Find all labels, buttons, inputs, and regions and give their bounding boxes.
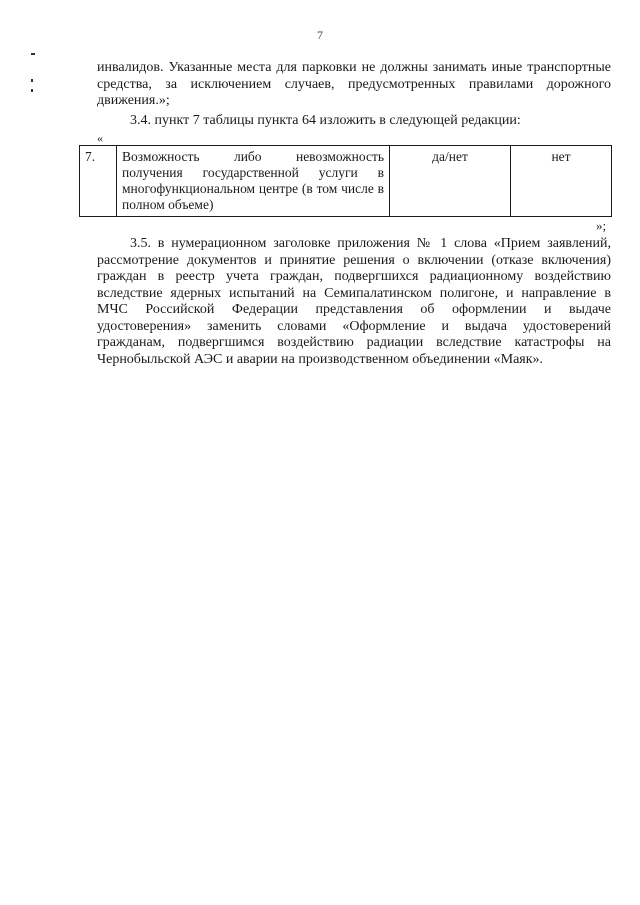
paragraph-item-3-5 bbox=[97, 236, 611, 368]
paragraph-line: удостоверения» заменить словами «Оформление и выдача удостоверений bbox=[97, 318, 611, 334]
paragraph-item-3-4: 3.4. пункт 7 таблицы пункта 64 изложить в следующей редакции: bbox=[130, 113, 521, 128]
amendment-table bbox=[79, 145, 612, 217]
paragraph-line: 3.5. в нумерационном заголовке приложения № 1 слова «Прием заявлений, bbox=[130, 236, 611, 251]
quote-open-mark: « bbox=[97, 131, 103, 145]
paragraph-line: вследствие ядерных испытаний на Семипалатинском полигоне, и направление в bbox=[97, 285, 611, 301]
table-cell-value-no: нет bbox=[511, 146, 612, 217]
scan-artifact-mark bbox=[31, 89, 33, 92]
page-number: 7 bbox=[317, 28, 323, 42]
quote-close-mark: »; bbox=[596, 218, 607, 233]
table-cell-description: Возможность либо невозможность получения государственной услуги в многофункциональном центре (в том числе в полном объеме) bbox=[117, 146, 390, 217]
table-cell-number: 7. bbox=[80, 146, 117, 217]
scan-artifact-mark bbox=[31, 53, 35, 55]
paragraph-line: граждан в реестр учета граждан, подвергшихся радиационному воздействию bbox=[97, 269, 611, 284]
paragraph-line: гражданам, подвергшимся воздействию радиации вследствие катастрофы на bbox=[97, 335, 611, 350]
table-cell-value-yes-no: да/нет bbox=[390, 146, 511, 217]
paragraph-line: МЧС Российской Федерации представления об оформлении и выдаче bbox=[97, 302, 611, 317]
paragraph-line: Чернобыльской АЭС и аварии на производственном объединении «Маяк». bbox=[97, 351, 544, 367]
paragraph-line: рассмотрение документов и принятие решения о включении (отказе включения) bbox=[97, 252, 611, 268]
table-row bbox=[80, 146, 612, 217]
scan-artifact-mark bbox=[31, 79, 33, 82]
paragraph-parking-text: инвалидов. Указанные места для парковки не должны занимать иные транспортные средства, за исключением случаев, предусмотренных правилами дорожного движения.»; bbox=[97, 60, 611, 108]
